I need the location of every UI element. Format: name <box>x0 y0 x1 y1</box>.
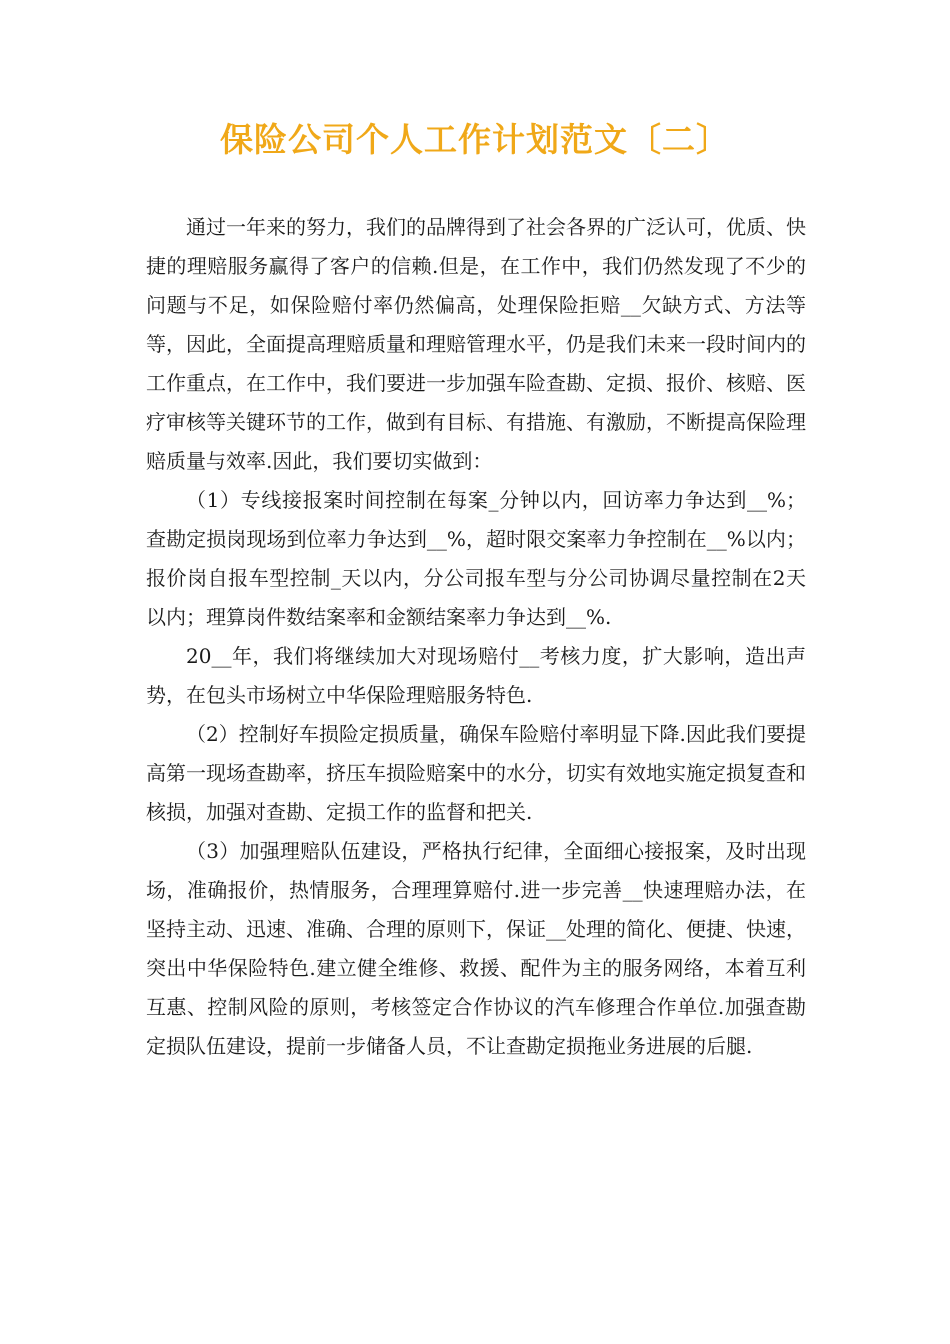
paragraph-item-1: （1）专线接报案时间控制在每案_分钟以内，回访率力争达到__%；查勘定损岗现场到位率力争达到__%，超时限交案率力争控制在__%以内；报价岗自报车型控制_天以内，分公司报车型与分公司协调尽量控制在2天以内；理算岗件数结案率和金额结案率力争达到__%. <box>146 488 806 629</box>
paragraph-item-3: （3）加强理赔队伍建设，严格执行纪律，全面细心接报案，及时出现场，准确报价，热情服务，合理理算赔付.进一步完善__快速理赔办法，在坚持主动、迅速、准确、合理的原则下，保证__处理的简化、便捷、快速，突出中华保险特色.建立健全维修、救援、配件为主的服务网络，本着互利互惠、控制风险的原则，考核签定合作协议的汽车修理合作单位.加强查勘定损队伍建设，提前一步储备人员，不让查勘定损拖业务进展的后腿. <box>146 839 806 1058</box>
paragraph-item-2: （2）控制好车损险定损质量，确保车险赔付率明显下降.因此我们要提高第一现场查勘率，挤压车损险赔案中的水分，切实有效地实施定损复查和核损，加强对查勘、定损工作的监督和把关. <box>146 722 806 824</box>
document-title: 保险公司个人工作计划范文〔二〕 <box>220 120 730 159</box>
paragraph-intro: 通过一年来的努力，我们的品牌得到了社会各界的广泛认可，优质、快捷的理赔服务赢得了客户的信赖.但是，在工作中，我们仍然发现了不少的问题与不足，如保险赔付率仍然偏高，处理保险拒赔__欠缺方式、方法等等，因此，全面提高理赔质量和理赔管理水平，仍是我们未来一段时间内的工作重点，在工作中，我们要进一步加强车险查勘、定损、报价、核赔、医疗审核等关键环节的工作，做到有目标、有措施、有激励，不断提高保险理赔质量与效率.因此，我们要切实做到： <box>146 215 806 473</box>
paragraph-year-plan: 20__年，我们将继续加大对现场赔付__考核力度，扩大影响，造出声势，在包头市场树立中华保险理赔服务特色. <box>146 644 806 707</box>
document-body <box>146 208 806 1066</box>
